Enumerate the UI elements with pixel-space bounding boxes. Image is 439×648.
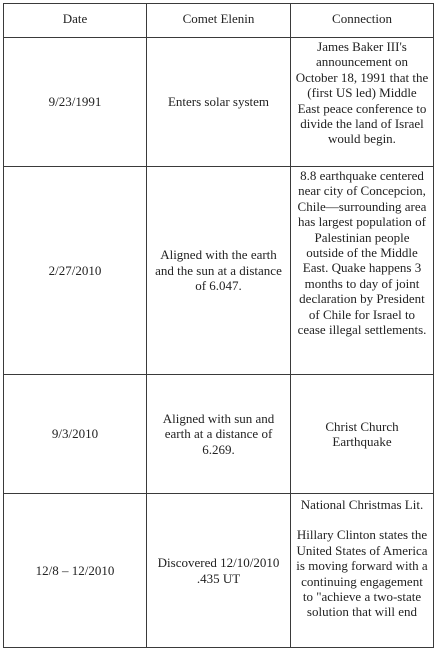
date-cell: 9/3/2010 bbox=[4, 375, 147, 494]
connection-text: James Baker III's announcement on October 18, 1991 that the (first US led) Middle East peace conference to divide the land of Israel would begin. bbox=[295, 39, 429, 147]
table-row bbox=[4, 167, 434, 375]
header-date: Date bbox=[4, 4, 147, 38]
comet-cell: Aligned with sun and earth at a distance of 6.269. bbox=[147, 375, 291, 494]
comet-cell: Aligned with the earth and the sun at a distance of 6.047. bbox=[147, 167, 291, 375]
header-connection: Connection bbox=[291, 4, 434, 38]
connection-text: Christ Church Earthquake bbox=[325, 418, 399, 449]
date-cell: 9/23/1991 bbox=[4, 38, 147, 167]
comet-cell: Enters solar system bbox=[147, 38, 291, 167]
table-row bbox=[4, 375, 434, 494]
connection-cell bbox=[291, 494, 434, 648]
connection-text: Hillary Clinton states the United States of America is moving forward with a continuing engagement to "achieve a two-state solution that will end bbox=[296, 527, 428, 620]
connection-text: National Christmas Lit. bbox=[300, 497, 424, 512]
table-row bbox=[4, 494, 434, 648]
connection-cell bbox=[291, 38, 434, 167]
comet-cell: Discovered 12/10/2010 .435 UT bbox=[147, 494, 291, 648]
comet-connection-table bbox=[3, 3, 434, 648]
table-row bbox=[4, 38, 434, 167]
date-cell: 2/27/2010 bbox=[4, 167, 147, 375]
date-cell: 12/8 – 12/2010 bbox=[4, 494, 147, 648]
table-header-row bbox=[4, 4, 434, 38]
connection-text: 8.8 earthquake centered near city of Concepcion, Chile—surrounding area has largest population of Palestinian people outside of the Middle East. Quake happens 3 months to day of joint declaration by President of Chile for Israel to cease illegal settlements. bbox=[297, 168, 427, 338]
connection-cell bbox=[291, 167, 434, 375]
header-comet-elenin: Comet Elenin bbox=[147, 4, 291, 38]
connection-cell bbox=[291, 375, 434, 494]
